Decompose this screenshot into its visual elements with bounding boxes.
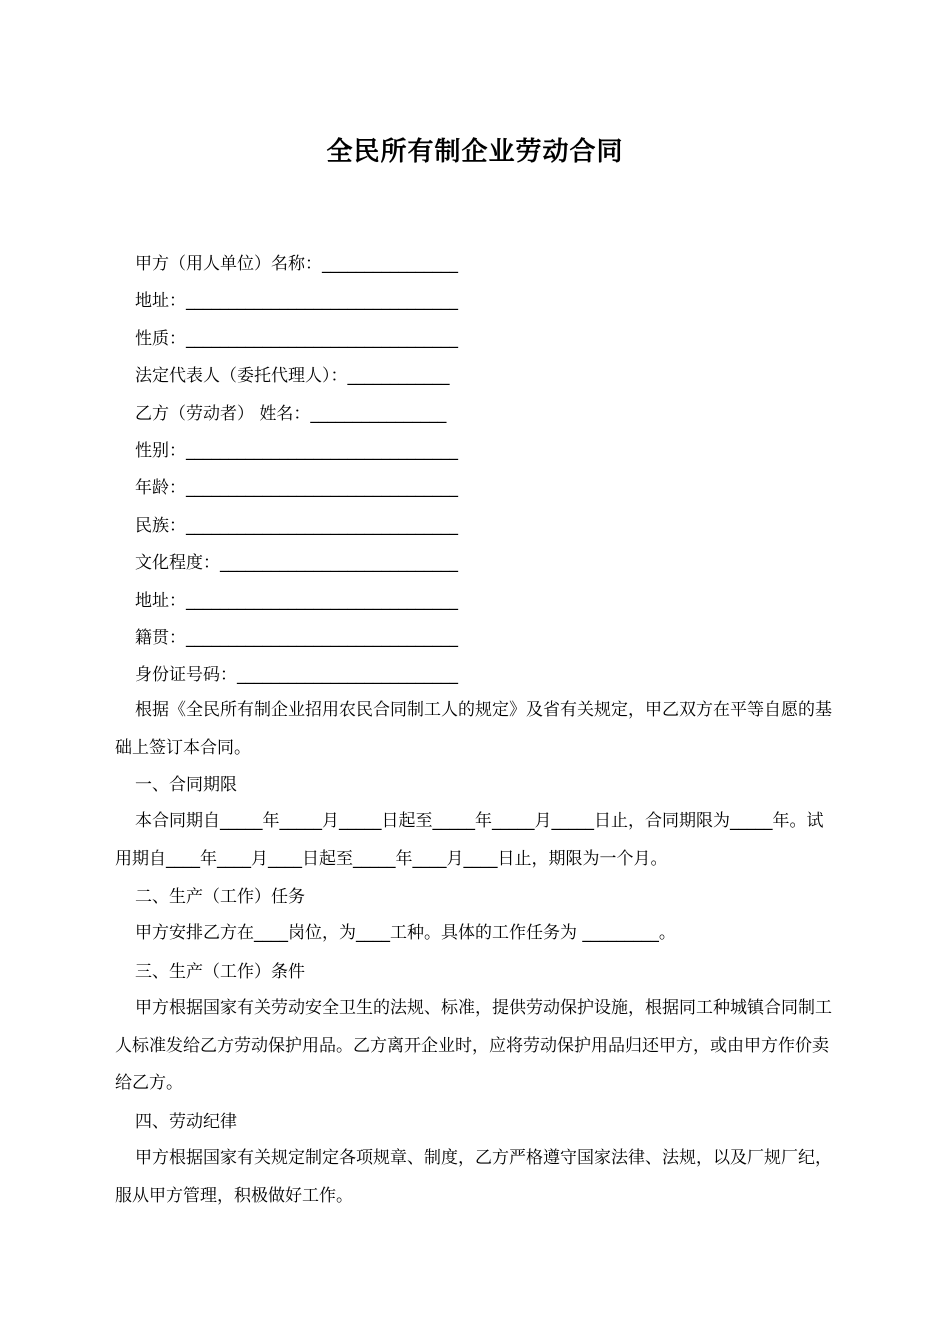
form-field-line bbox=[135, 662, 458, 688]
section-2-heading: 二、生产（工作）任务 bbox=[135, 887, 305, 907]
form-field-line bbox=[135, 475, 458, 501]
field-blank-line: ________________ bbox=[310, 403, 447, 424]
field-blank-line: ________________________________ bbox=[186, 478, 458, 499]
field-label: 乙方（劳动者） 姓名： bbox=[135, 403, 311, 424]
field-label: 法定代表人（委托代理人）： bbox=[135, 366, 348, 387]
field-label: 性质： bbox=[135, 328, 186, 349]
field-blank-line: ________________________________ bbox=[186, 441, 458, 461]
form-field-line bbox=[135, 288, 458, 314]
field-label: 地址： bbox=[135, 291, 186, 312]
section-3-text: 甲方根据国家有关劳动安全卫生的法规、标准，提供劳动保护设施，根据同工种城镇合同制工人标准发给乙方劳动保护用品。乙方离开企业时，应将劳动保护用品归还甲方，或由甲方作价卖给乙方。 bbox=[115, 998, 832, 1093]
form-field-line bbox=[135, 438, 458, 464]
section-1-heading: 一、合同期限 bbox=[135, 775, 237, 795]
intro-paragraph: 根据《全民所有制企业招用农民合同制工人的规定》及省有关规定，甲乙双方在平等自愿的基础上签订本合同。 bbox=[115, 700, 832, 758]
field-label: 性别： bbox=[135, 441, 186, 461]
field-label: 籍贯： bbox=[135, 628, 186, 648]
form-field-line bbox=[135, 550, 458, 576]
form-field-line bbox=[135, 251, 458, 277]
form-field-line bbox=[135, 401, 446, 427]
section-3-heading: 三、生产（工作）条件 bbox=[135, 962, 305, 982]
field-label: 文化程度： bbox=[135, 553, 220, 574]
field-blank-line: ________________________________ bbox=[186, 328, 458, 349]
field-label: 地址： bbox=[135, 590, 186, 611]
field-label: 甲方（用人单位）名称： bbox=[135, 254, 322, 274]
field-label: 民族： bbox=[135, 515, 186, 536]
form-field-line bbox=[135, 625, 458, 651]
section-2-text: 甲方安排乙方在____岗位，为____工种。具体的工作任务为 _________。 bbox=[135, 923, 676, 943]
field-blank-line: ________________________________ bbox=[186, 590, 458, 611]
field-blank-line: ____________ bbox=[347, 366, 450, 387]
form-field-line bbox=[135, 326, 458, 352]
section-1-text: 本合同期自_____年_____月_____日起至_____年_____月_____日止，合同期限为_____年。试用期自____年____月____日起至_____年____月____日止，期限为一个月。 bbox=[115, 811, 824, 869]
field-blank-line: ____________________________ bbox=[220, 553, 458, 574]
form-field-line bbox=[135, 513, 458, 539]
field-blank-line: ________________________________ bbox=[186, 628, 458, 648]
field-label: 年龄： bbox=[135, 478, 186, 499]
form-field-line bbox=[135, 588, 458, 614]
section-4-heading: 四、劳动纪律 bbox=[135, 1112, 237, 1132]
field-label: 身份证号码： bbox=[135, 665, 237, 686]
field-blank-line: ________________ bbox=[322, 254, 458, 274]
form-field-line bbox=[135, 363, 450, 389]
field-blank-line: ________________________________ bbox=[186, 515, 458, 536]
document-title: 全民所有制企业劳动合同 bbox=[326, 137, 624, 167]
field-blank-line: ________________________________ bbox=[186, 291, 458, 312]
section-4-text: 甲方根据国家有关规定制定各项规章、制度，乙方严格遵守国家法律、法规，以及厂规厂纪，服从甲方管理，积极做好工作。 bbox=[115, 1148, 832, 1206]
field-blank-line: __________________________ bbox=[237, 665, 458, 686]
